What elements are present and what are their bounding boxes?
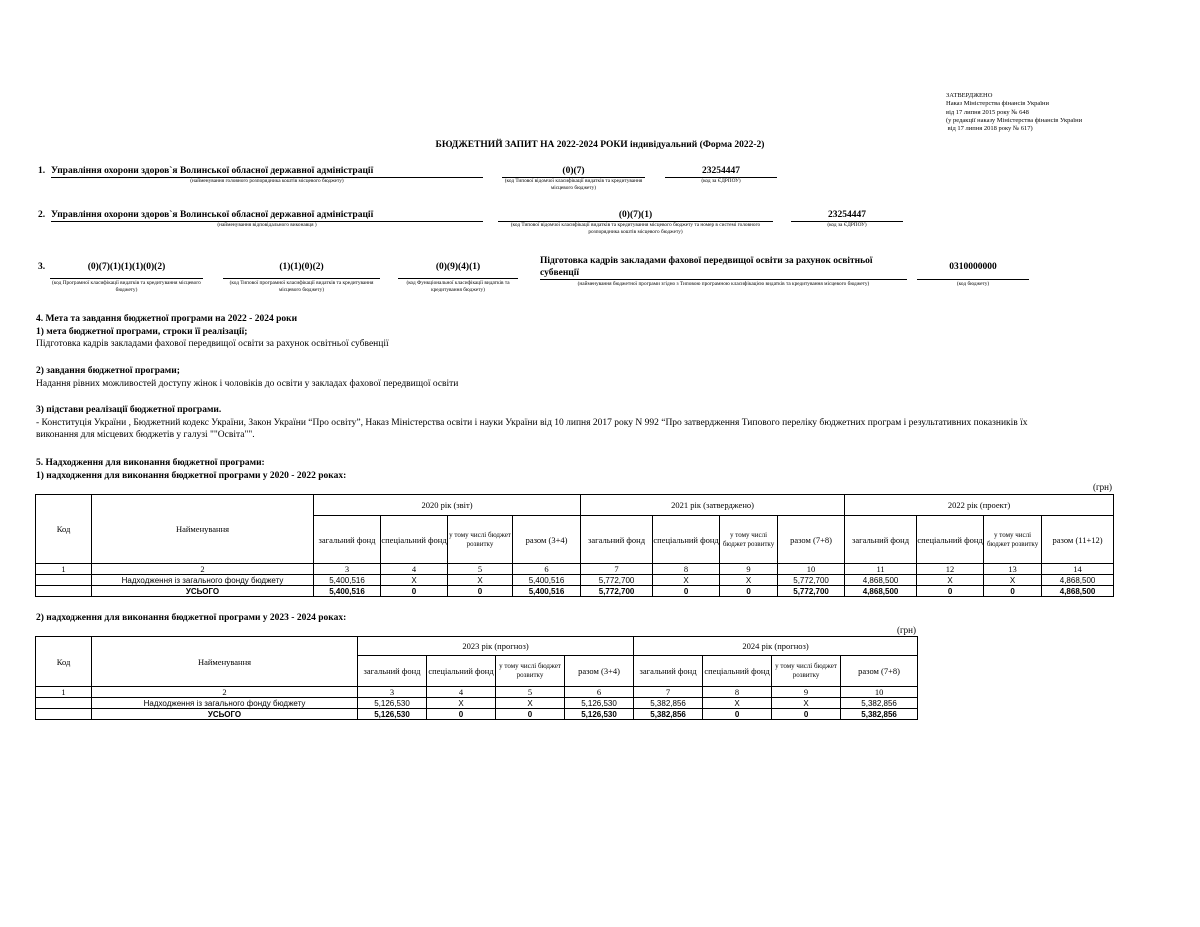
col-number: 6: [565, 687, 634, 698]
basis-block: [36, 404, 1136, 442]
col-number: 10: [778, 564, 845, 575]
subcol-header: загальний фонд: [634, 656, 703, 687]
cell-value: X: [703, 698, 772, 709]
subcol-header: разом (7+8): [778, 516, 845, 564]
receipts-table-2020-2022: [35, 494, 1114, 597]
tasks-heading: 2) завдання бюджетної програми;: [36, 366, 180, 376]
col-number: 4: [427, 687, 496, 698]
cell-value: 5,126,530: [565, 709, 634, 720]
item2-name-caption: (найменування відповідального виконавця ): [217, 222, 317, 228]
item3-typical-code-caption: (код Типової програмної класифікації видатків та кредитування місцевого бюджету): [229, 280, 374, 293]
subcol-header: разом (7+8): [841, 656, 918, 687]
cell-value: 5,126,530: [358, 709, 427, 720]
cell-value: 5,400,516: [314, 586, 381, 597]
total-row: [36, 709, 918, 720]
basis-text-line-1: - Конституція України , Бюджетний кодекс України, Закон України “Про освіту”, Наказ Міністерства освіти і науки України від 10 липня 2017 року N 992 “Про затвердження Типового переліку бюджетних програм і результативних показників їх: [36, 417, 1028, 428]
subcol-header: у тому числі бюджет розвитку: [984, 516, 1042, 564]
col-number: 10: [841, 687, 918, 698]
col-number: 1: [36, 564, 92, 575]
subcol-header: спеціальний фонд: [427, 656, 496, 687]
cell-value: 0: [917, 586, 984, 597]
col-number: 5: [496, 687, 565, 698]
approval-line: (у редакції наказу Міністерства фінансів України: [946, 116, 1083, 124]
cell-value: 0: [720, 586, 778, 597]
cell-value: 5,382,856: [634, 709, 703, 720]
item1-edrpou: 23254447: [702, 166, 740, 176]
item1-edrpou-caption: (код за ЄДРПОУ): [701, 178, 741, 184]
subcol-header: у тому числі бюджет розвитку: [496, 656, 565, 687]
col-code-header: Код: [36, 637, 92, 687]
item2-edrpou-caption: (код за ЄДРПОУ): [827, 222, 867, 228]
cell-value: X: [381, 575, 448, 586]
tasks-text: Надання рівних можливостей доступу жінок і чоловіків до освіти у закладах фахової передвищої освіти: [36, 378, 459, 389]
subcol-header: загальний фонд: [314, 516, 381, 564]
cell-value: X: [984, 575, 1042, 586]
section-4-heading: 4. Мета та завдання бюджетної програми на 2022 - 2024 роки: [36, 314, 298, 324]
goal-text: Підготовка кадрів закладами фахової передвищої освіти за рахунок освітньої субвенції: [36, 339, 389, 349]
unit-label-table1: (грн): [1092, 482, 1112, 492]
item3-functional-code: (0)(9)(4)(1): [435, 262, 481, 272]
subcol-header: разом (3+4): [565, 656, 634, 687]
col-number: 7: [581, 564, 653, 575]
row-code: [36, 586, 92, 597]
item1-manager-name: Управління охорони здоров`я Волинської обласної державної адміністрації: [51, 166, 374, 176]
item3-functional-code-caption: (код Функціональної класифікації видатків та кредитування бюджету): [406, 280, 510, 293]
item3-number: 3.: [38, 262, 46, 272]
cell-value: 5,400,516: [513, 575, 581, 586]
item3-budget-code-underline: [917, 279, 1029, 280]
item2-executor-name: Управління охорони здоров`я Волинської обласної державної адміністрації: [51, 210, 374, 220]
column-numbers-row: [36, 687, 918, 698]
cell-value: 4,868,500: [845, 575, 917, 586]
item3-program-name: Підготовка кадрів закладами фахової передвищої освіти за рахунок освітньої субвенції: [540, 256, 873, 278]
item3-typical-code: (1)(1)(0)(2): [279, 262, 324, 272]
year-header: 2024 рік (прогноз): [634, 637, 918, 656]
receipts-2023-2024-heading: 2) надходження для виконання бюджетної програми у 2023 - 2024 роках:: [36, 613, 347, 623]
item3-program-code-caption: (код Програмної класифікації видатків та кредитування місцевого бюджету): [52, 280, 201, 293]
section-5-heading: 5. Надходження для виконання бюджетної програми:: [36, 458, 265, 468]
col-name-header: Найменування: [92, 637, 358, 687]
item1-name-caption: (найменування головного розпорядника коштів місцевого бюджету): [190, 178, 344, 184]
cell-value: 5,382,856: [841, 709, 918, 720]
total-row: [36, 586, 1114, 597]
table-row: [36, 575, 1114, 586]
item3-budget-code-caption: (код бюджету): [956, 281, 990, 287]
item1-code-caption: (код Типової відомчої класифікації видатків та кредитування місцевого бюджету): [504, 178, 643, 191]
col-number: 13: [984, 564, 1042, 575]
item2-edrpou: 23254447: [828, 210, 866, 220]
receipts-2020-2022-heading: 1) надходження для виконання бюджетної програми у 2020 - 2022 роках:: [36, 470, 347, 481]
cell-value: 5,382,856: [841, 698, 918, 709]
cell-value: 4,868,500: [1042, 575, 1114, 586]
cell-value: 5,382,856: [634, 698, 703, 709]
cell-value: X: [448, 575, 513, 586]
col-number: 12: [917, 564, 984, 575]
cell-value: X: [427, 698, 496, 709]
subcol-header: загальний фонд: [581, 516, 653, 564]
cell-value: X: [720, 575, 778, 586]
item3-program-code-underline: [50, 278, 203, 279]
cell-value: 0: [653, 586, 720, 597]
tasks-block: [36, 365, 1136, 390]
approval-line: Наказ Міністерства фінансів України: [946, 100, 1049, 108]
cell-value: 0: [703, 709, 772, 720]
row-name: Надходження із загального фонду бюджету: [92, 575, 314, 586]
col-code-header: Код: [36, 495, 92, 564]
subcol-header: спеціальний фонд: [653, 516, 720, 564]
cell-value: 0: [496, 709, 565, 720]
cell-value: 5,772,700: [581, 586, 653, 597]
item3-program-name-underline: [540, 279, 907, 280]
cell-value: X: [653, 575, 720, 586]
cell-value: 0: [427, 709, 496, 720]
item2-number: 2.: [38, 210, 46, 220]
year-header: 2022 рік (проект): [845, 495, 1114, 516]
cell-value: 0: [381, 586, 448, 597]
item3-budget-code: 0310000000: [949, 262, 997, 272]
item1-code: (0)(7): [562, 166, 585, 176]
col-number: 7: [634, 687, 703, 698]
row-code: [36, 709, 92, 720]
col-number: 5: [448, 564, 513, 575]
row-name: УСЬОГО: [92, 709, 358, 720]
item2-code: (0)(7)(1): [618, 210, 653, 220]
row-code: [36, 698, 92, 709]
col-number: 1: [36, 687, 92, 698]
section-4: [36, 313, 1136, 351]
col-number: 8: [703, 687, 772, 698]
approval-note: [946, 92, 1082, 133]
col-number: 2: [92, 687, 358, 698]
cell-value: X: [917, 575, 984, 586]
subcol-header: разом (11+12): [1042, 516, 1114, 564]
approval-line: ЗАТВЕРДЖЕНО: [946, 92, 993, 99]
cell-value: 5,772,700: [778, 575, 845, 586]
cell-value: 0: [772, 709, 841, 720]
item3-typical-code-underline: [223, 278, 380, 279]
col-number: 9: [720, 564, 778, 575]
unit-label-table2: (грн): [896, 625, 916, 635]
goal-heading: 1) мета бюджетної програми, строки її реалізації;: [36, 326, 248, 337]
column-numbers-row: [36, 564, 1114, 575]
year-header: 2023 рік (прогноз): [358, 637, 634, 656]
col-number: 2: [92, 564, 314, 575]
col-number: 6: [513, 564, 581, 575]
subcol-header: спеціальний фонд: [703, 656, 772, 687]
table-row: [36, 698, 918, 709]
cell-value: X: [496, 698, 565, 709]
cell-value: 4,868,500: [1042, 586, 1114, 597]
subcol-header: у тому числі бюджет розвитку: [772, 656, 841, 687]
subcol-header: спеціальний фонд: [381, 516, 448, 564]
cell-value: 5,400,516: [314, 575, 381, 586]
item1-number: 1.: [38, 166, 46, 176]
cell-value: 0: [448, 586, 513, 597]
cell-value: X: [772, 698, 841, 709]
col-number: 14: [1042, 564, 1114, 575]
col-number: 3: [358, 687, 427, 698]
document-title: БЮДЖЕТНИЙ ЗАПИТ НА 2022-2024 РОКИ індивідуальний (Форма 2022-2): [435, 140, 765, 150]
row-name: Надходження із загального фонду бюджету: [92, 698, 358, 709]
row-code: [36, 575, 92, 586]
year-header: 2020 рік (звіт): [314, 495, 581, 516]
receipts-table-2023-2024: [35, 636, 918, 720]
subcol-header: спеціальний фонд: [917, 516, 984, 564]
cell-value: 4,868,500: [845, 586, 917, 597]
subcol-header: разом (3+4): [513, 516, 581, 564]
subcol-header: у тому числі бюджет розвитку: [720, 516, 778, 564]
year-header: 2021 рік (затверджено): [581, 495, 845, 516]
basis-text-line-2: виконання для місцевих бюджетів у галузі ""Освіта"".: [36, 430, 255, 440]
cell-value: 5,400,516: [513, 586, 581, 597]
col-number: 11: [845, 564, 917, 575]
cell-value: 5,772,700: [778, 586, 845, 597]
subcol-header: загальний фонд: [845, 516, 917, 564]
cell-value: 0: [984, 586, 1042, 597]
item3-program-name-caption: (найменування бюджетної програми згідно з Типовою програмною класифікацією видатків та кредитування місцевого бюджету): [577, 281, 870, 287]
col-number: 9: [772, 687, 841, 698]
col-number: 8: [653, 564, 720, 575]
approval-line: від 17 липня 2018 року № 617): [946, 125, 1033, 133]
cell-value: 5,772,700: [581, 575, 653, 586]
col-number: 4: [381, 564, 448, 575]
subcol-header: у тому числі бюджет розвитку: [448, 516, 513, 564]
row-name: УСЬОГО: [92, 586, 314, 597]
cell-value: 5,126,530: [358, 698, 427, 709]
cell-value: 5,126,530: [565, 698, 634, 709]
item3-program-code: (0)(7)(1)(1)(1)(0)(2): [87, 262, 166, 272]
section-5: [36, 457, 1136, 482]
item2-code-caption: (код Типової відомчої класифікації видатків та кредитування місцевого бюджету та номер в системі головного розпорядника коштів місцевого бюджету): [510, 222, 761, 235]
approval-line: від 17 липня 2015 року № 648: [946, 108, 1029, 116]
col-name-header: Найменування: [92, 495, 314, 564]
item3-functional-code-underline: [398, 278, 518, 279]
col-number: 3: [314, 564, 381, 575]
basis-heading: 3) підстави реалізації бюджетної програми.: [36, 405, 222, 415]
subcol-header: загальний фонд: [358, 656, 427, 687]
